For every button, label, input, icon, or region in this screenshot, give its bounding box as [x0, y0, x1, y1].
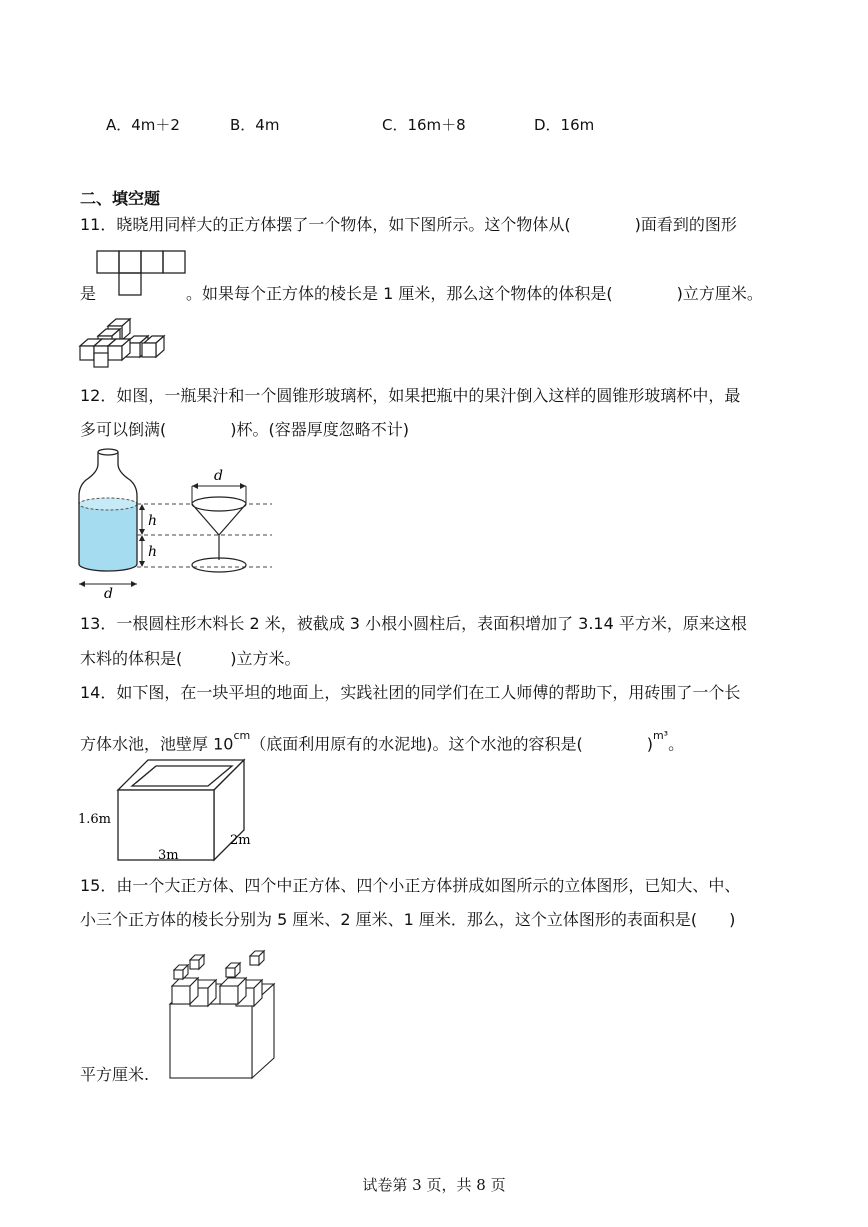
page-footer: 试卷第 3 页，共 8 页 — [362, 1176, 506, 1194]
q11-front-view-figure — [96, 250, 188, 298]
q14-width-label: 2m — [230, 833, 251, 848]
q13-line2: 木料的体积是( )立方米。 — [80, 649, 301, 668]
q12-bottle-cup-figure — [76, 446, 276, 600]
q15-castle-figure — [164, 944, 284, 1082]
option-a: A．4m＋2 — [106, 116, 180, 134]
q11-line1: 11．晓晓用同样大的正方体摆了一个物体，如下图所示。这个物体从( )面看到的图形 — [80, 215, 737, 234]
q11-line2-pre: 是 — [80, 284, 97, 303]
q14-line1: 14．如下图，在一块平坦的地面上，实践社团的同学们在工人师傅的帮助下，用砖围了一个长 — [80, 683, 741, 702]
option-b: B．4m — [230, 116, 280, 134]
q14-line2 — [80, 729, 684, 755]
q12-h-label-1: h — [148, 513, 158, 529]
q11-cube-stack-figure — [78, 318, 166, 368]
q12-line1: 12．如图，一瓶果汁和一个圆锥形玻璃杯，如果把瓶中的果汁倒入这样的圆锥形玻璃杯中，最 — [80, 386, 741, 405]
q11-line2-post: 。如果每个正方体的棱长是 1 厘米，那么这个物体的体积是( )立方厘米。 — [186, 284, 763, 303]
q14-unit-cm: cm — [233, 729, 251, 742]
q12-d-label-bottle: d — [104, 586, 113, 602]
q14-line2-mid: （底面利用原有的水泥地)。这个水池的容积是( ) — [250, 734, 653, 754]
q15-line3: 平方厘米. — [80, 1065, 150, 1084]
option-c: C．16m＋8 — [382, 116, 466, 134]
q14-pool-figure — [78, 756, 268, 866]
q14-line2-pre: 方体水池，池壁厚 10 — [80, 734, 234, 754]
q15-line1: 15．由一个大正方体、四个中正方体、四个小正方体拼成如图所示的立体图形，已知大、中、 — [80, 876, 741, 895]
q13-line1: 13．一根圆柱形木料长 2 米，被截成 3 小根小圆柱后，表面积增加了 3.14 平方米，原来这根 — [80, 614, 747, 633]
q14-unit-m3: m³ — [652, 729, 669, 742]
option-d: D．16m — [534, 116, 595, 134]
q14-height-label: 1.6m — [78, 812, 112, 827]
q15-line2: 小三个正方体的棱长分别为 5 厘米、2 厘米、1 厘米．那么，这个立体图形的表面积是( ) — [80, 910, 736, 929]
section-title: 二、填空题 — [80, 189, 161, 208]
q12-h-label-2: h — [148, 544, 158, 560]
q12-line2: 多可以倒满( )杯。(容器厚度忽略不计) — [80, 420, 409, 439]
q14-line2-end: 。 — [668, 734, 685, 754]
q12-d-label-cup: d — [214, 468, 223, 484]
q14-length-label: 3m — [158, 848, 179, 863]
